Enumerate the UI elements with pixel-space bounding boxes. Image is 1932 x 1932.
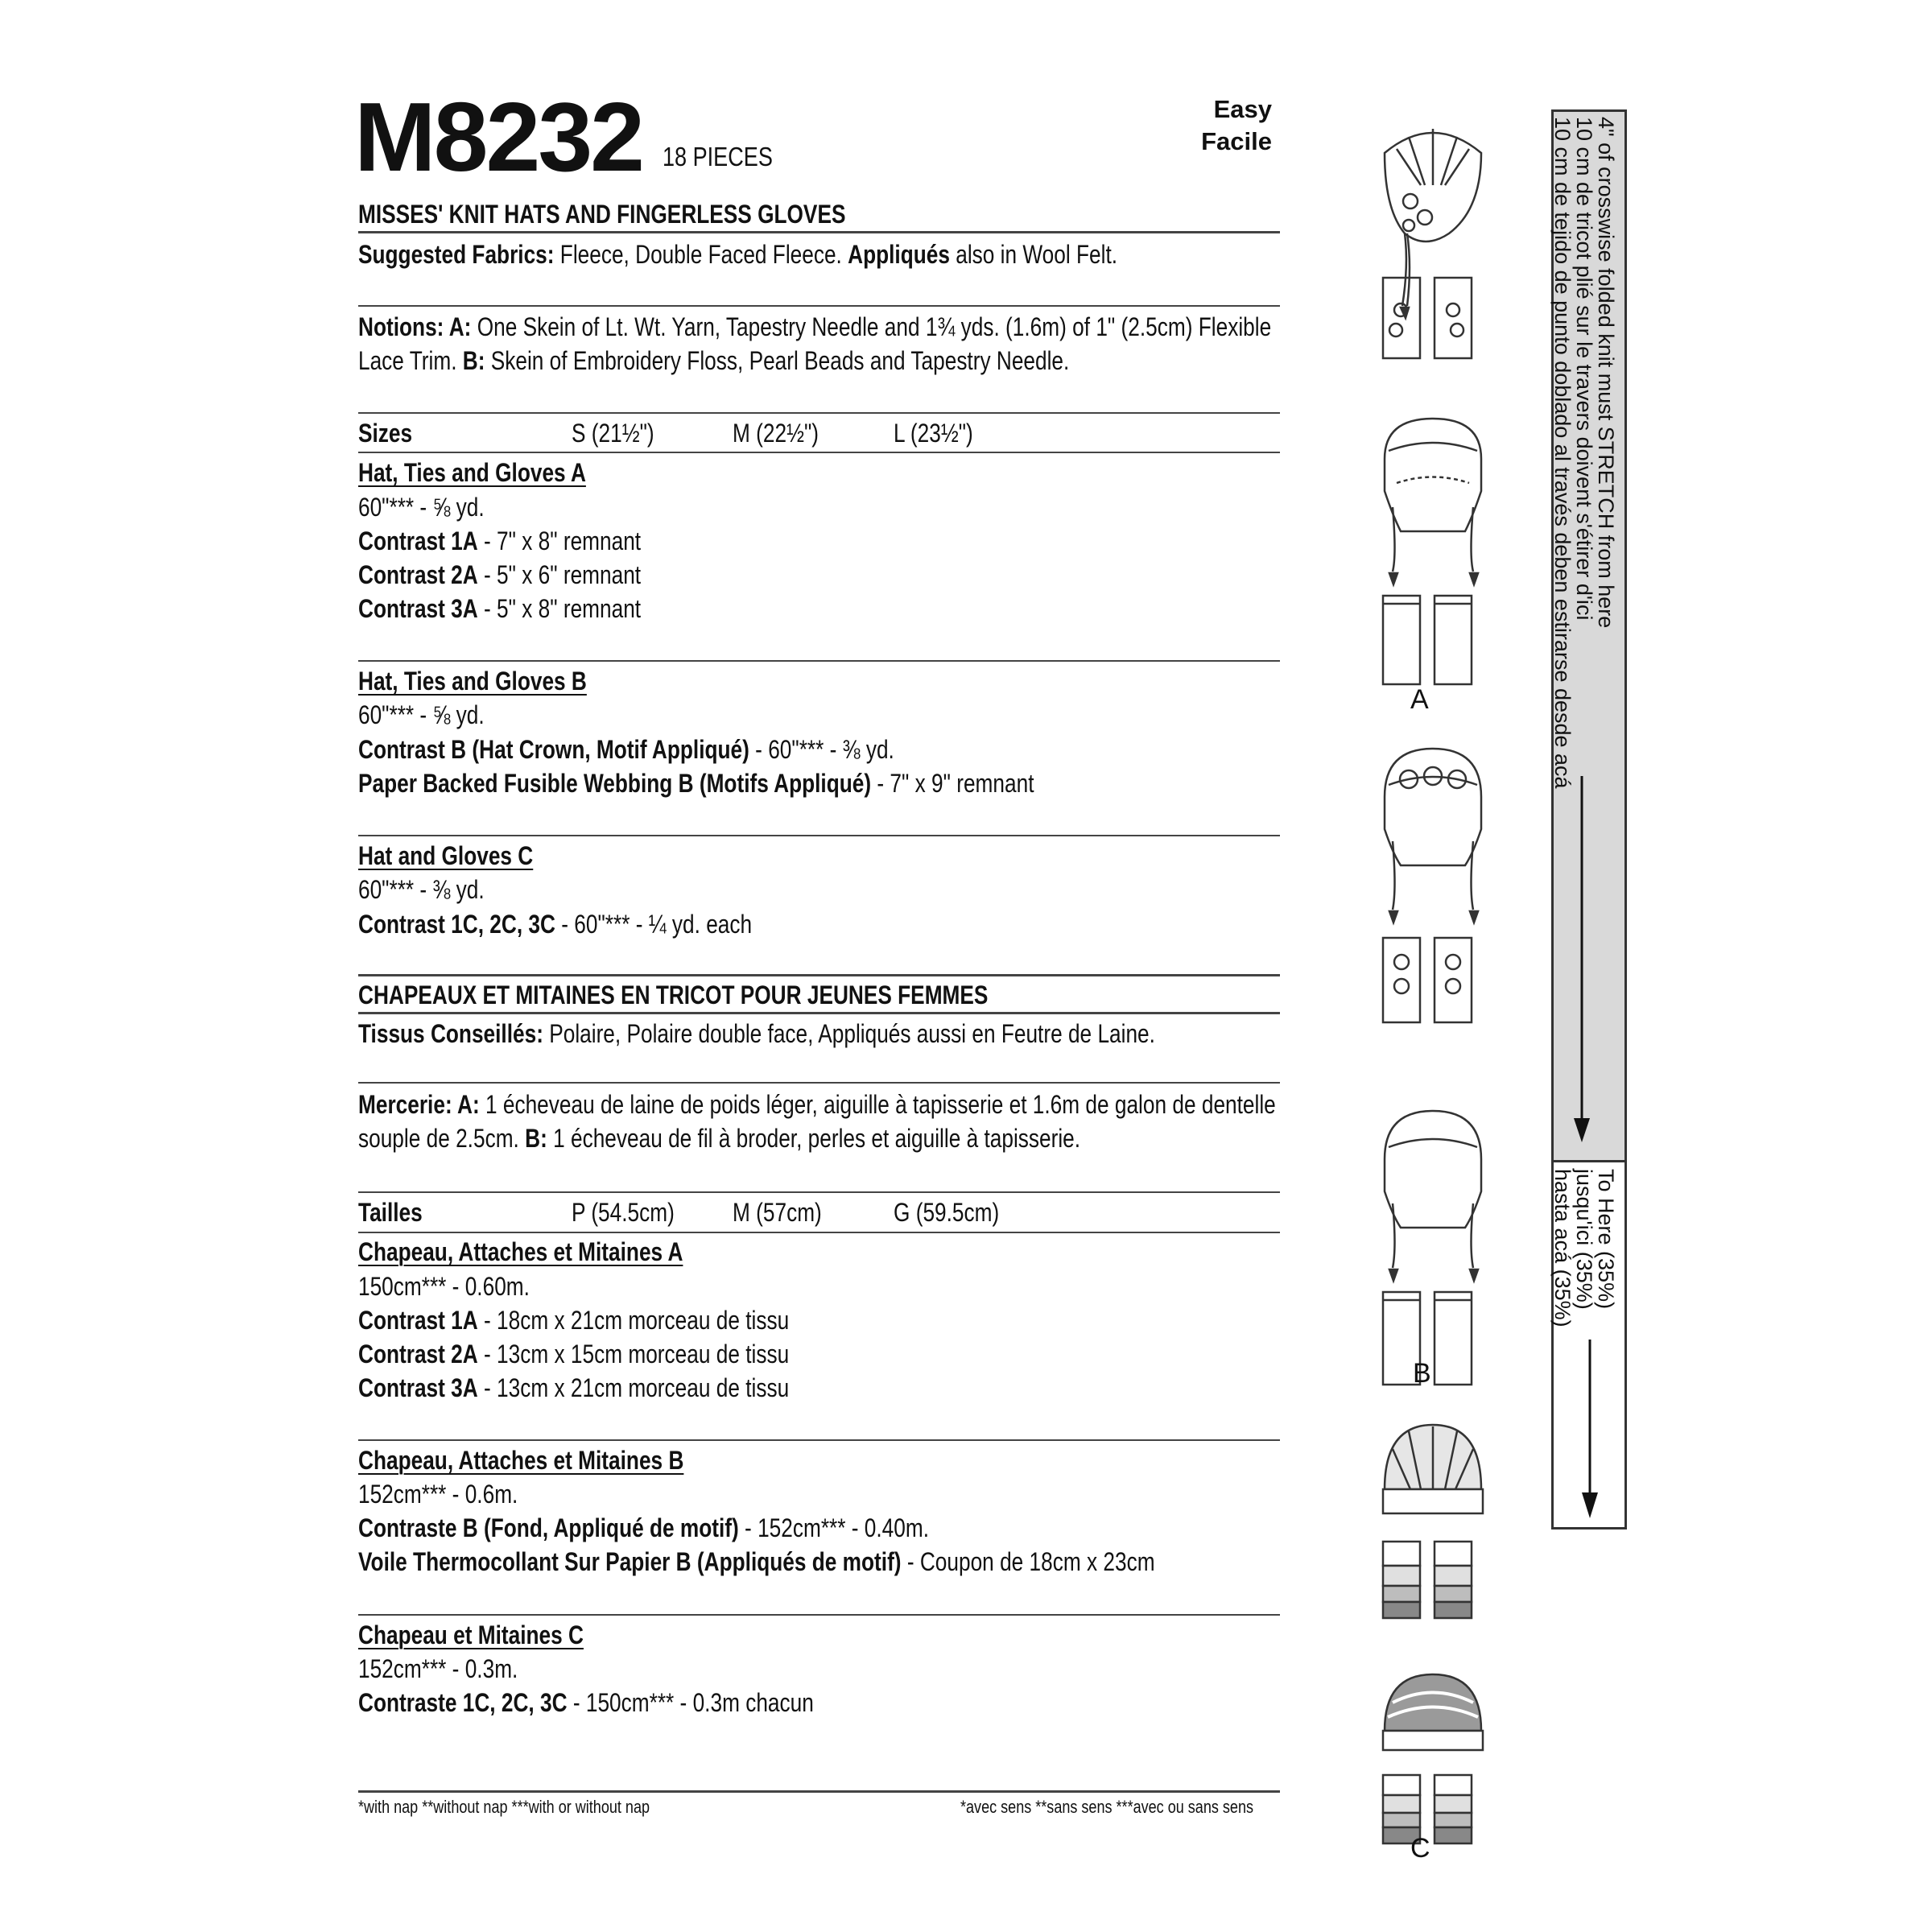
view-a-hat-fan xyxy=(1385,129,1481,318)
view-b-contrast xyxy=(358,767,1034,799)
contrast-label: Contraste 1C, 2C, 3C xyxy=(358,1688,568,1717)
notions-text: souple de 2.5cm. xyxy=(358,1124,519,1153)
fr-view-b-heading: Chapeau, Attaches et Mitaines B xyxy=(358,1446,684,1475)
divider xyxy=(358,1614,1280,1616)
divider xyxy=(358,452,1280,453)
size-s: S (21½") xyxy=(572,419,654,448)
gauge-arrow-icon xyxy=(1578,1340,1602,1525)
view-label-c: C xyxy=(1410,1833,1430,1864)
fabrics-label: Tissus Conseillés: xyxy=(358,1019,543,1048)
gauge-bottom-fr: jusqu'ici (35%) xyxy=(1572,1169,1596,1310)
gauge-bottom-en: To Here (35%) xyxy=(1594,1169,1618,1310)
gauge-text-fr: 10 cm de tricot plié sur le travers doivent s'étirer d'ici xyxy=(1572,117,1596,621)
divider xyxy=(358,305,1280,307)
difficulty xyxy=(1201,93,1272,158)
view-a-contrast xyxy=(358,592,641,625)
fr-view-c-contrast xyxy=(358,1686,814,1719)
size-m: M (57cm) xyxy=(733,1198,822,1227)
view-c-hat-striped xyxy=(1383,1425,1483,1513)
view-b-hat-motif xyxy=(1385,749,1481,923)
contrast-value: - 18cm x 21cm morceau de tissu xyxy=(484,1306,790,1335)
notions-text: 1 écheveau de laine de poids léger, aiguille à tapisserie et 1.6m de galon de dentelle xyxy=(485,1090,1276,1119)
view-b-heading: Hat, Ties and Gloves B xyxy=(358,667,587,696)
divider xyxy=(358,1012,1280,1014)
gauge-arrow-icon xyxy=(1570,776,1594,1146)
contrast-label: Contrast 1C, 2C, 3C xyxy=(358,910,555,939)
size-m: M (22½") xyxy=(733,419,819,448)
fr-view-c-main: 152cm*** - 0.3m. xyxy=(358,1654,518,1683)
fr-view-a-main: 150cm*** - 0.60m. xyxy=(358,1272,530,1301)
view-c-gloves-striped xyxy=(1383,1542,1472,1618)
contrast-value: - 13cm x 15cm morceau de tissu xyxy=(484,1340,790,1368)
view-a-contrast xyxy=(358,525,641,557)
view-a-main: 60"*** - ⅝ yd. xyxy=(358,493,485,522)
english-notions-line2 xyxy=(358,345,1069,377)
view-c-main: 60"*** - ⅜ yd. xyxy=(358,875,485,904)
divider xyxy=(358,660,1280,662)
fabrics-bold: Appliqués xyxy=(848,240,950,269)
french-notions-line1 xyxy=(358,1088,1276,1121)
footnote-fr: *avec sens **sans sens ***avec ou sans sens xyxy=(960,1797,1254,1817)
divider xyxy=(358,1232,1280,1233)
contrast-label: Contrast 2A xyxy=(358,560,478,589)
french-notions-line2 xyxy=(358,1122,1080,1154)
pattern-number: M8232 xyxy=(354,82,643,192)
notions-label: Notions: A: xyxy=(358,312,472,341)
french-fabrics xyxy=(358,1018,1155,1050)
divider xyxy=(358,1082,1280,1084)
contrast-value: - 150cm*** - 0.3m chacun xyxy=(572,1688,814,1717)
view-a-heading: Hat, Ties and Gloves A xyxy=(358,458,586,487)
contrast-value: - 152cm*** - 0.40m. xyxy=(745,1513,930,1542)
divider xyxy=(358,412,1280,414)
notions-text: Lace Trim. xyxy=(358,346,457,375)
footnote-en: *with nap **without nap ***with or without nap xyxy=(358,1797,650,1817)
divider xyxy=(358,1191,1280,1193)
contrast-label: Contraste B (Fond, Appliqué de motif) xyxy=(358,1513,739,1542)
pieces-count: 18 PIECES xyxy=(663,142,773,171)
contrast-label: Contrast B (Hat Crown, Motif Appliqué) xyxy=(358,735,749,764)
contrast-value: - 60"*** - ¼ yd. each xyxy=(561,910,753,939)
contrast-label: Contrast 2A xyxy=(358,1340,478,1368)
difficulty-en: Easy xyxy=(1213,95,1272,123)
fr-view-b-main: 152cm*** - 0.6m. xyxy=(358,1480,518,1509)
view-c-heading: Hat and Gloves C xyxy=(358,841,534,870)
fabrics-label: Suggested Fabrics: xyxy=(358,240,555,269)
french-title: CHAPEAUX ET MITAINES EN TRICOT POUR JEUNES FEMMES xyxy=(358,980,989,1009)
notions-text: One Skein of Lt. Wt. Yarn, Tapestry Needle and 1¾ yds. (1.6m) of 1" (2.5cm) Flexible xyxy=(477,312,1272,341)
divider xyxy=(358,835,1280,836)
divider xyxy=(358,1790,1280,1793)
english-notions-line1 xyxy=(358,311,1271,343)
notions-label: Mercerie: A: xyxy=(358,1090,480,1119)
view-b-main: 60"*** - ⅝ yd. xyxy=(358,700,485,729)
divider xyxy=(358,1439,1280,1441)
divider xyxy=(358,974,1280,976)
fr-view-a-heading: Chapeau, Attaches et Mitaines A xyxy=(358,1237,683,1266)
sizes-label: Sizes xyxy=(358,419,413,448)
english-fabrics xyxy=(358,238,1117,270)
view-b-gloves-motif xyxy=(1383,938,1472,1022)
fabrics-text: Fleece, Double Faced Fleece. xyxy=(559,240,842,269)
notions-b-label: B: xyxy=(462,346,485,375)
english-title: MISSES' KNIT HATS AND FINGERLESS GLOVES xyxy=(358,200,846,229)
contrast-label: Contrast 1A xyxy=(358,526,478,555)
fr-view-a-contrast xyxy=(358,1338,789,1370)
fr-view-b-contrast xyxy=(358,1512,929,1544)
view-a-contrast xyxy=(358,559,641,591)
view-a-gloves-floral xyxy=(1383,278,1472,358)
contrast-value: - 13cm x 21cm morceau de tissu xyxy=(484,1373,790,1402)
view-c-hat-banded xyxy=(1383,1674,1483,1750)
contrast-value: - 7" x 8" remnant xyxy=(484,526,642,555)
view-c-contrast xyxy=(358,908,752,940)
notions-text: Skein of Embroidery Floss, Pearl Beads and Tapestry Needle. xyxy=(490,346,1070,375)
view-label-b: B xyxy=(1413,1358,1431,1389)
fr-view-a-contrast xyxy=(358,1372,789,1404)
fr-view-c-heading: Chapeau et Mitaines C xyxy=(358,1620,584,1649)
contrast-value: - 5" x 6" remnant xyxy=(484,560,642,589)
gauge-text-es: 10 cm de tejido de punto doblado al través deben estirarse desde acá xyxy=(1550,117,1575,789)
stretch-gauge xyxy=(1551,109,1627,1530)
fr-view-b-contrast xyxy=(358,1546,1155,1578)
contrast-label: Paper Backed Fusible Webbing B (Motifs Appliqué) xyxy=(358,769,872,798)
contrast-value: - Coupon de 18cm x 23cm xyxy=(906,1547,1155,1576)
contrast-value: - 60"*** - ⅜ yd. xyxy=(755,735,894,764)
gauge-text-en: 4" of crosswise folded knit must STRETCH from here xyxy=(1594,117,1618,629)
contrast-label: Contrast 3A xyxy=(358,1373,478,1402)
notions-text: 1 écheveau de fil à broder, perles et aiguille à tapisserie. xyxy=(553,1124,1081,1153)
sizes-label: Tailles xyxy=(358,1198,423,1227)
gauge-bottom-es: hasta acá (35%) xyxy=(1550,1169,1575,1327)
contrast-label: Voile Thermocollant Sur Papier B (Appliqués de motif) xyxy=(358,1547,902,1576)
view-label-a: A xyxy=(1410,684,1429,715)
contrast-label: Contrast 1A xyxy=(358,1306,478,1335)
difficulty-fr: Facile xyxy=(1201,127,1272,155)
view-b-contrast xyxy=(358,733,894,766)
size-l: L (23½") xyxy=(894,419,973,448)
size-p: P (54.5cm) xyxy=(572,1198,675,1227)
contrast-label: Contrast 3A xyxy=(358,594,478,623)
size-g: G (59.5cm) xyxy=(894,1198,1000,1227)
english-sizes-row xyxy=(358,417,1280,449)
view-a-hat xyxy=(1385,419,1481,584)
view-a-gloves xyxy=(1383,596,1472,684)
contrast-value: - 5" x 8" remnant xyxy=(484,594,642,623)
view-b-hat xyxy=(1385,1111,1481,1281)
fr-view-a-contrast xyxy=(358,1304,789,1336)
divider xyxy=(358,231,1280,233)
fabrics-text: Polaire, Polaire double face, Appliqués aussi en Feutre de Laine. xyxy=(549,1019,1155,1048)
notions-b-label: B: xyxy=(525,1124,547,1153)
fabrics-text-2: also in Wool Felt. xyxy=(956,240,1118,269)
view-illustrations xyxy=(1360,105,1505,1876)
french-sizes-row xyxy=(358,1196,1280,1228)
contrast-value: - 7" x 9" remnant xyxy=(877,769,1034,798)
